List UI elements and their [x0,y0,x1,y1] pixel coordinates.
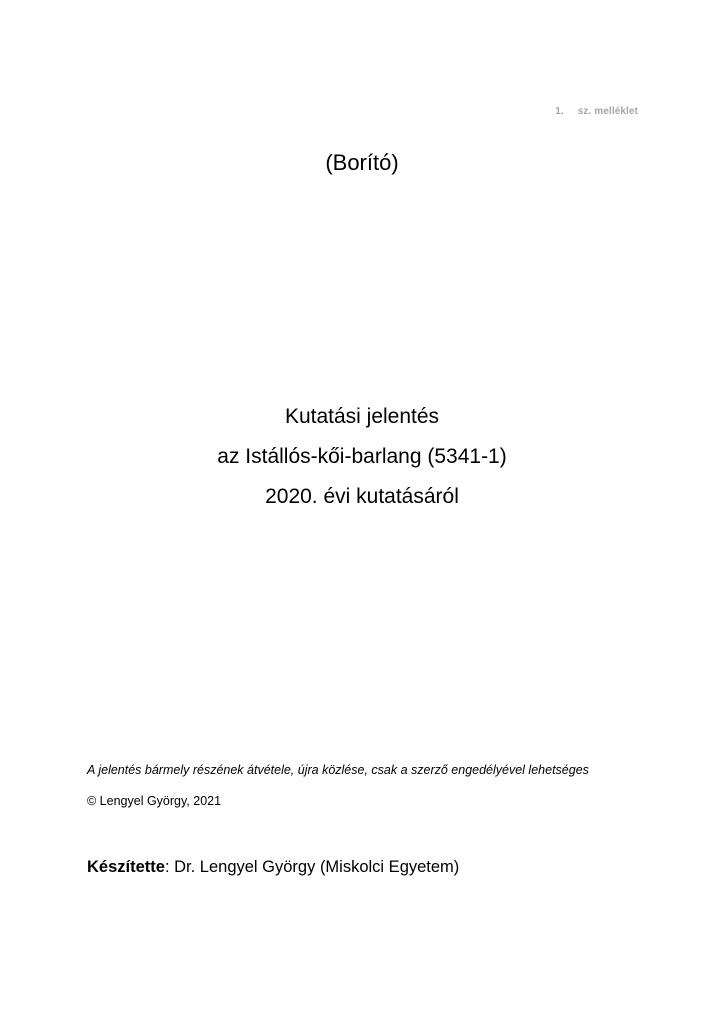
title-line-2: az Istállós-kői-barlang (5341-1) [217,445,507,468]
annex-number: 1. [555,106,564,117]
annex-reference [555,106,638,117]
author-line [87,858,459,877]
title-line-3: 2020. évi kutatásáról [265,485,459,508]
reproduction-notice: A jelentés bármely részének átvétele, újra közlése, csak a szerző engedélyével lehetséges [87,763,589,777]
title-line-1: Kutatási jelentés [284,405,440,428]
copyright-line: © Lengyel György, 2021 [87,794,222,808]
annex-label: sz. melléklet [577,106,638,117]
cover-label: (Borító) [325,150,399,175]
report-title [0,397,724,517]
author-value: : Dr. Lengyel György (Miskolci Egyetem) [164,858,460,876]
author-label: Készítette [87,858,165,876]
